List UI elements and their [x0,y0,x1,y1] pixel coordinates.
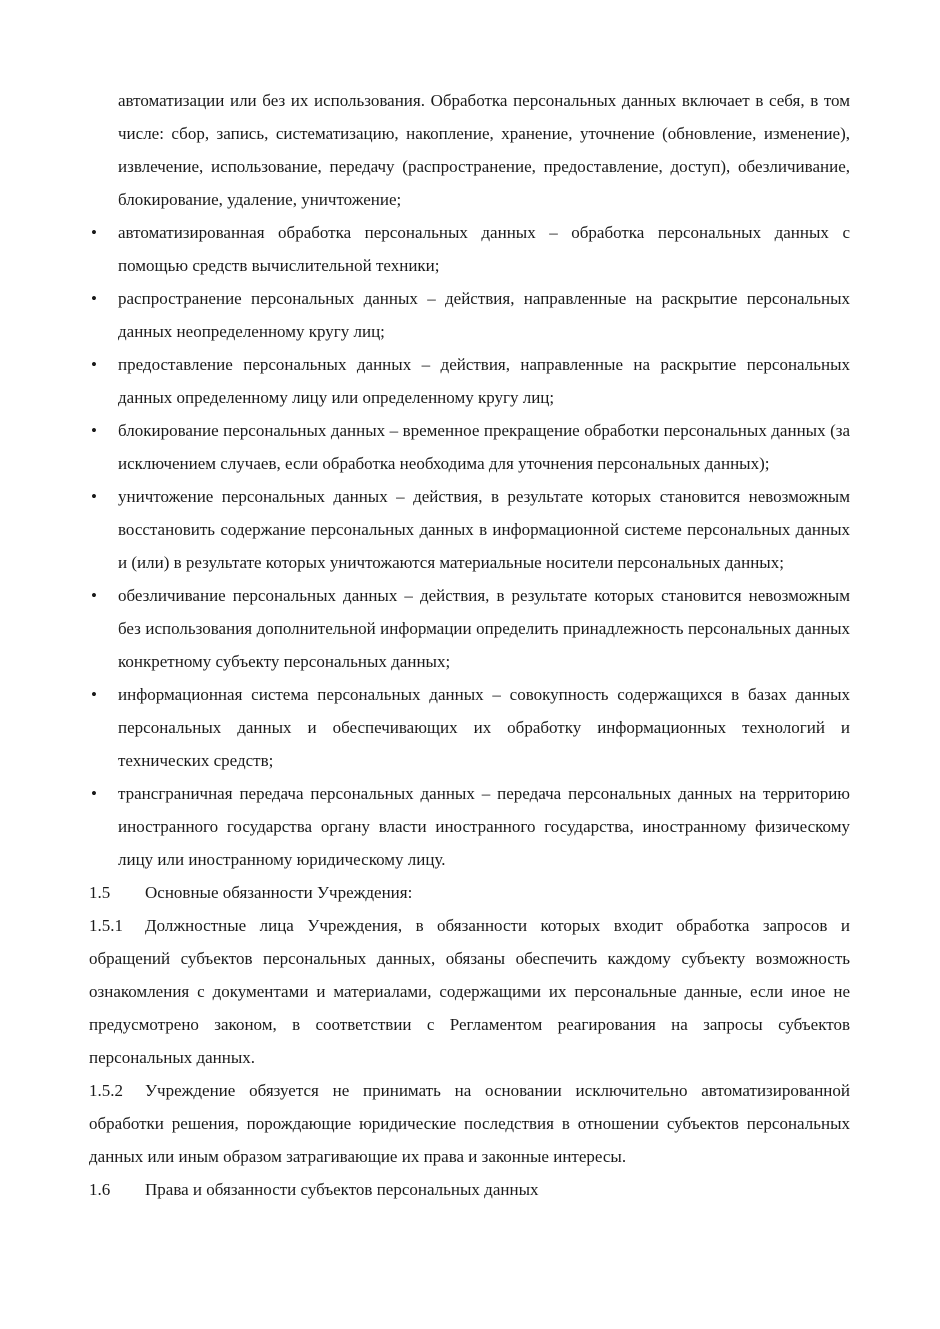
list-item [91,414,850,480]
section-title: Права и обязанности субъектов персональных данных [145,1180,539,1199]
list-item-text: уничтожение персональных данных – действия, в результате которых становится невозможным восстановить содержание персональных данных в информационной системе персональных данных и (или) в результате которых уничтожаются материальные носители персональных данных; [118,487,850,572]
list-item-text: предоставление персональных данных – действия, направленные на раскрытие персональных данных определенному лицу или определенному кругу лиц; [118,355,850,407]
bullet-icon: • [91,487,97,506]
clause-number: 1.5.2 [89,1081,123,1100]
list-item-text: информационная система персональных данных – совокупность содержащихся в базах данных персональных данных и обеспечивающих их обработку информационных технологий и технических средств; [118,685,850,770]
clause-1-5-1 [89,909,850,1074]
bullet-icon: • [91,289,97,308]
list-item [91,216,850,282]
bullet-icon: • [91,784,97,803]
list-item-text: автоматизированная обработка персональных данных – обработка персональных данных с помощью средств вычислительной техники; [118,223,850,275]
list-item-text: блокирование персональных данных – временное прекращение обработки персональных данных (за исключением случаев, если обработка необходима для уточнения персональных данных); [118,421,850,473]
list-item [91,777,850,876]
list-item [91,678,850,777]
bullet-icon: • [91,685,97,704]
bullet-icon: • [91,223,97,242]
list-item [91,579,850,678]
list-item [91,480,850,579]
document-page [0,84,940,1206]
list-item [91,348,850,414]
list-item-text: распространение персональных данных – действия, направленные на раскрытие персональных данных неопределенному кругу лиц; [118,289,850,341]
section-heading-1-5 [89,876,850,909]
section-title: Основные обязанности Учреждения: [145,883,413,902]
clause-1-5-2 [89,1074,850,1173]
clause-number: 1.5.1 [89,916,123,935]
continuation-paragraph: автоматизации или без их использования. Обработка персональных данных включает в себя, в том числе: сбор, запись, систематизацию, накопление, хранение, уточнение (обновление, изменение), извлечение, использование, передачу (распространение, предоставление, доступ), обезличивание, блокирование, удаление, уничтожение; [118,91,850,209]
list-item [91,282,850,348]
clause-text: Должностные лица Учреждения, в обязанности которых входит обработка запросов и обращений субъектов персональных данных, обязаны обеспечить каждому субъекту возможность ознакомления с документами и материалами, содержащими их персональные данные, если иное не предусмотрено законом, в соответствии с Регламентом реагирования на запросы субъектов персональных данных. [89,916,850,1067]
bullet-icon: • [91,355,97,374]
bullet-icon: • [91,421,97,440]
section-heading-1-6 [89,1173,850,1206]
section-number: 1.6 [89,1180,111,1199]
clause-text: Учреждение обязуется не принимать на основании исключительно автоматизированной обработки решения, порождающие юридические последствия в отношении субъектов персональных данных или иным образом затрагивающие их права и законные интересы. [89,1081,850,1166]
section-number: 1.5 [89,883,111,902]
bullet-icon: • [91,586,97,605]
list-item-text: трансграничная передача персональных данных – передача персональных данных на территорию иностранного государства органу власти иностранного государства, иностранному физическому лицу или иностранному юридическому лицу. [118,784,850,869]
list-item-text: обезличивание персональных данных – действия, в результате которых становится невозможным без использования дополнительной информации определить принадлежность персональных данных конкретному субъекту персональных данных; [118,586,850,671]
